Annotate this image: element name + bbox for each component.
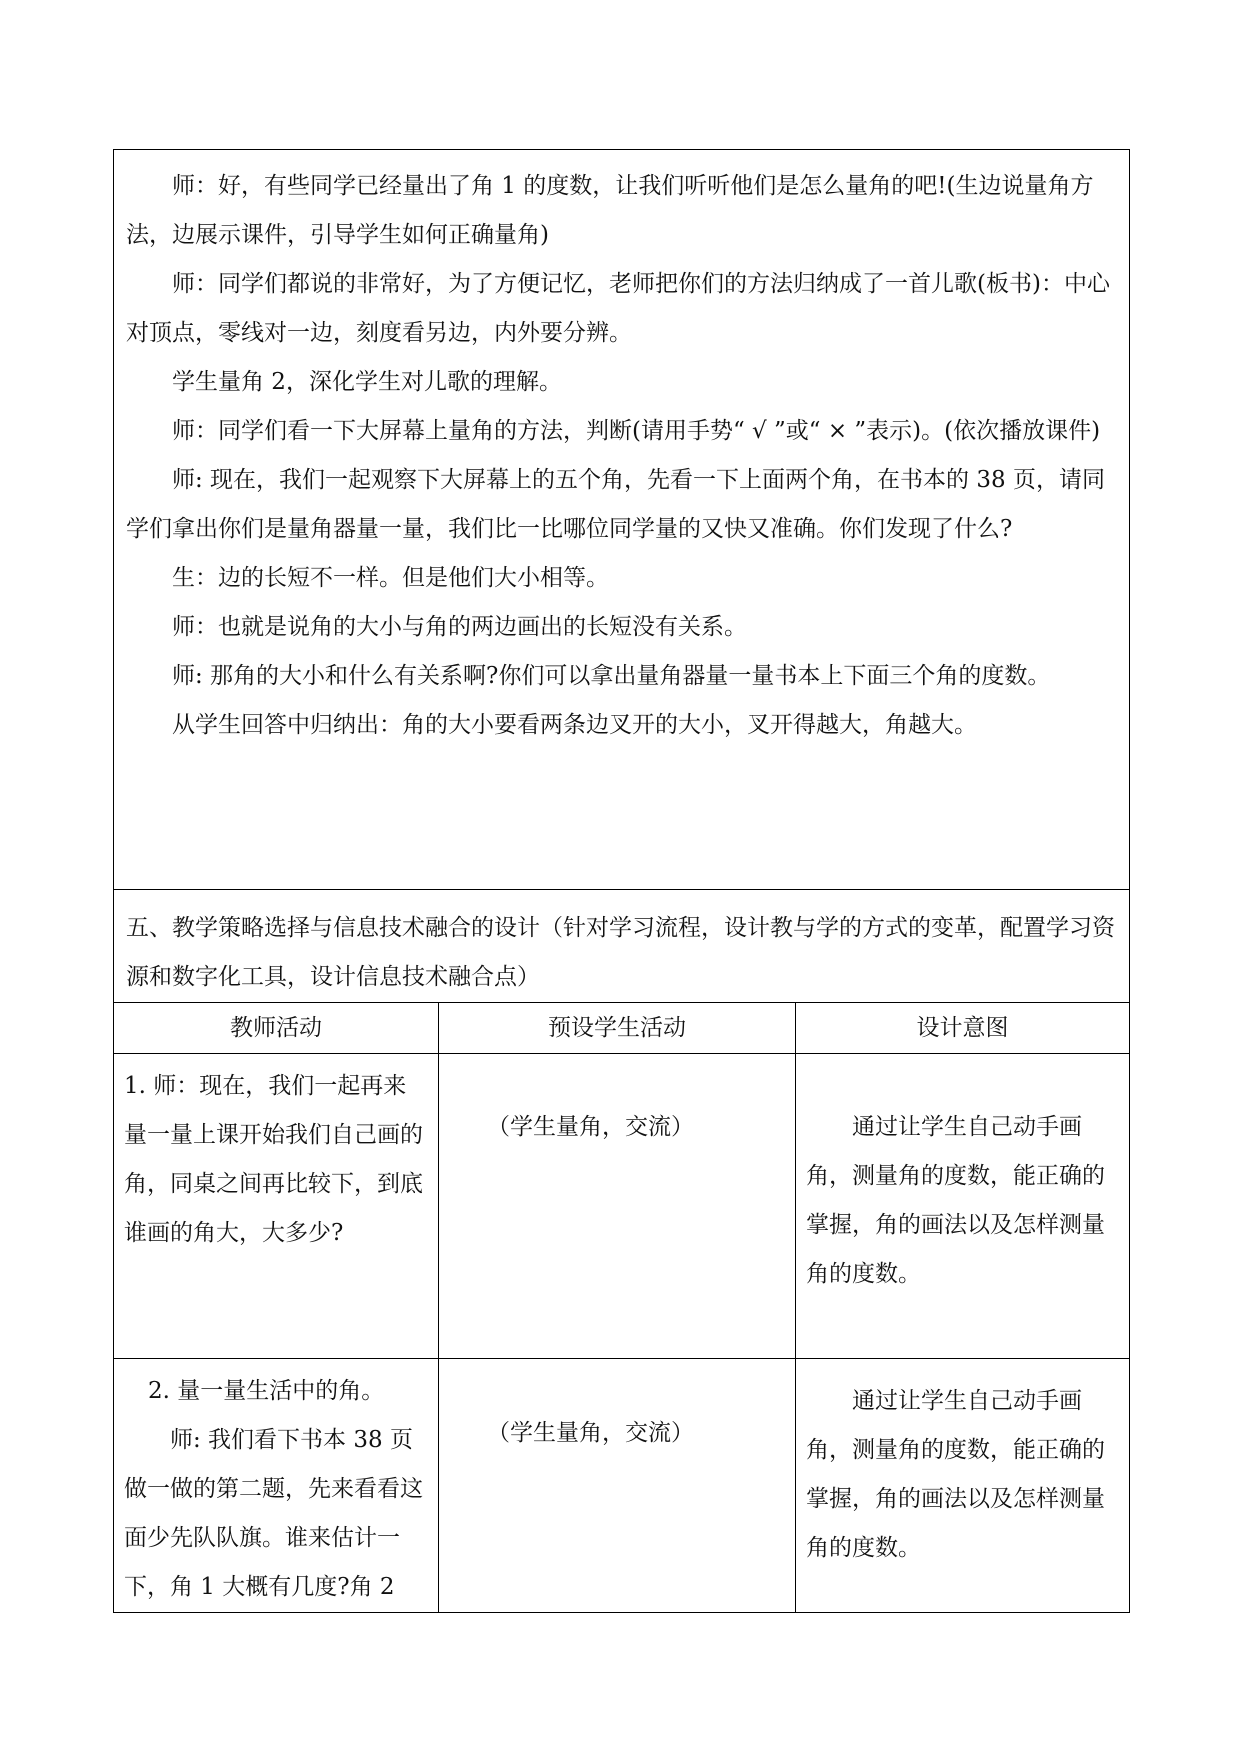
narrative-cell xyxy=(114,150,1130,890)
student-activity-text: （学生量角，交流） xyxy=(487,1114,694,1140)
design-intent-text: 通过让学生自己动手画角，测量角的度数，能正确的掌握，角的画法以及怎样测量角的度数。 xyxy=(806,1114,1105,1287)
section-heading: 五、教学策略选择与信息技术融合的设计（针对学习流程，设计教与学的方式的变革，配置学习资源和数字化工具，设计信息技术融合点） xyxy=(126,915,1115,990)
design-intent-cell xyxy=(796,1054,1130,1359)
column-header: 设计意图 xyxy=(796,1003,1130,1054)
table-header-row xyxy=(114,1003,1130,1054)
narrative-paragraph: 师：同学们看一下大屏幕上量角的方法，判断(请用手势“ √ ”或“ × ”表示)。(依次播放课件) xyxy=(172,418,1101,444)
narrative-paragraph: 从学生回答中归纳出：角的大小要看两条边叉开的大小，叉开得越大，角越大。 xyxy=(172,712,977,738)
narrative-paragraph: 师：好，有些同学已经量出了角 1 的度数，让我们听听他们是怎么量角的吧!(生边说量角方法，边展示课件，引导学生如何正确量角) xyxy=(126,173,1094,248)
narrative-paragraph: 师：也就是说角的大小与角的两边画出的长短没有关系。 xyxy=(172,614,747,640)
teacher-activity-text: 2. 量一量生活中的角。 xyxy=(148,1378,385,1404)
student-activity-text: （学生量角，交流） xyxy=(487,1420,694,1446)
teacher-activity-cell xyxy=(114,1359,439,1613)
narrative-paragraph: 师: 现在，我们一起观察下大屏幕上的五个角，先看一下上面两个角，在书本的 38 页，请同学们拿出你们是量角器量一量，我们比一比哪位同学量的又快又准确。你们发现了什么? xyxy=(126,467,1105,542)
teacher-activity-text: 1. 师：现在，我们一起再来量一量上课开始我们自己画的角，同桌之间再比较下，到底谁画的角大，大多少? xyxy=(124,1073,423,1246)
table-row xyxy=(114,1359,1130,1613)
table-row xyxy=(114,1054,1130,1359)
student-activity-cell xyxy=(439,1054,796,1359)
column-header: 预设学生活动 xyxy=(439,1003,796,1054)
narrative-paragraph: 学生量角 2，深化学生对儿歌的理解。 xyxy=(172,369,562,395)
narrative-paragraph: 师：同学们都说的非常好，为了方便记忆，老师把你们的方法归纳成了一首儿歌(板书)：中心对顶点，零线对一边，刻度看另边，内外要分辨。 xyxy=(126,271,1110,346)
student-activity-cell xyxy=(439,1359,796,1613)
teacher-activity-text: 师: 我们看下书本 38 页做一做的第二题，先来看看这面少先队队旗。谁来估计一下，角 1 大概有几度?角 2 xyxy=(124,1427,423,1600)
column-header: 教师活动 xyxy=(114,1003,439,1054)
design-intent-text: 通过让学生自己动手画角，测量角的度数，能正确的掌握，角的画法以及怎样测量角的度数。 xyxy=(806,1388,1105,1561)
narrative-paragraph: 师: 那角的大小和什么有关系啊?你们可以拿出量角器量一量书本上下面三个角的度数。 xyxy=(172,663,1051,689)
section-heading-cell xyxy=(114,890,1130,1003)
design-intent-cell xyxy=(796,1359,1130,1613)
teacher-activity-cell xyxy=(114,1054,439,1359)
document-page xyxy=(113,149,1129,1613)
lesson-plan-table xyxy=(113,149,1130,1613)
narrative-paragraph: 生：边的长短不一样。但是他们大小相等。 xyxy=(172,565,609,591)
